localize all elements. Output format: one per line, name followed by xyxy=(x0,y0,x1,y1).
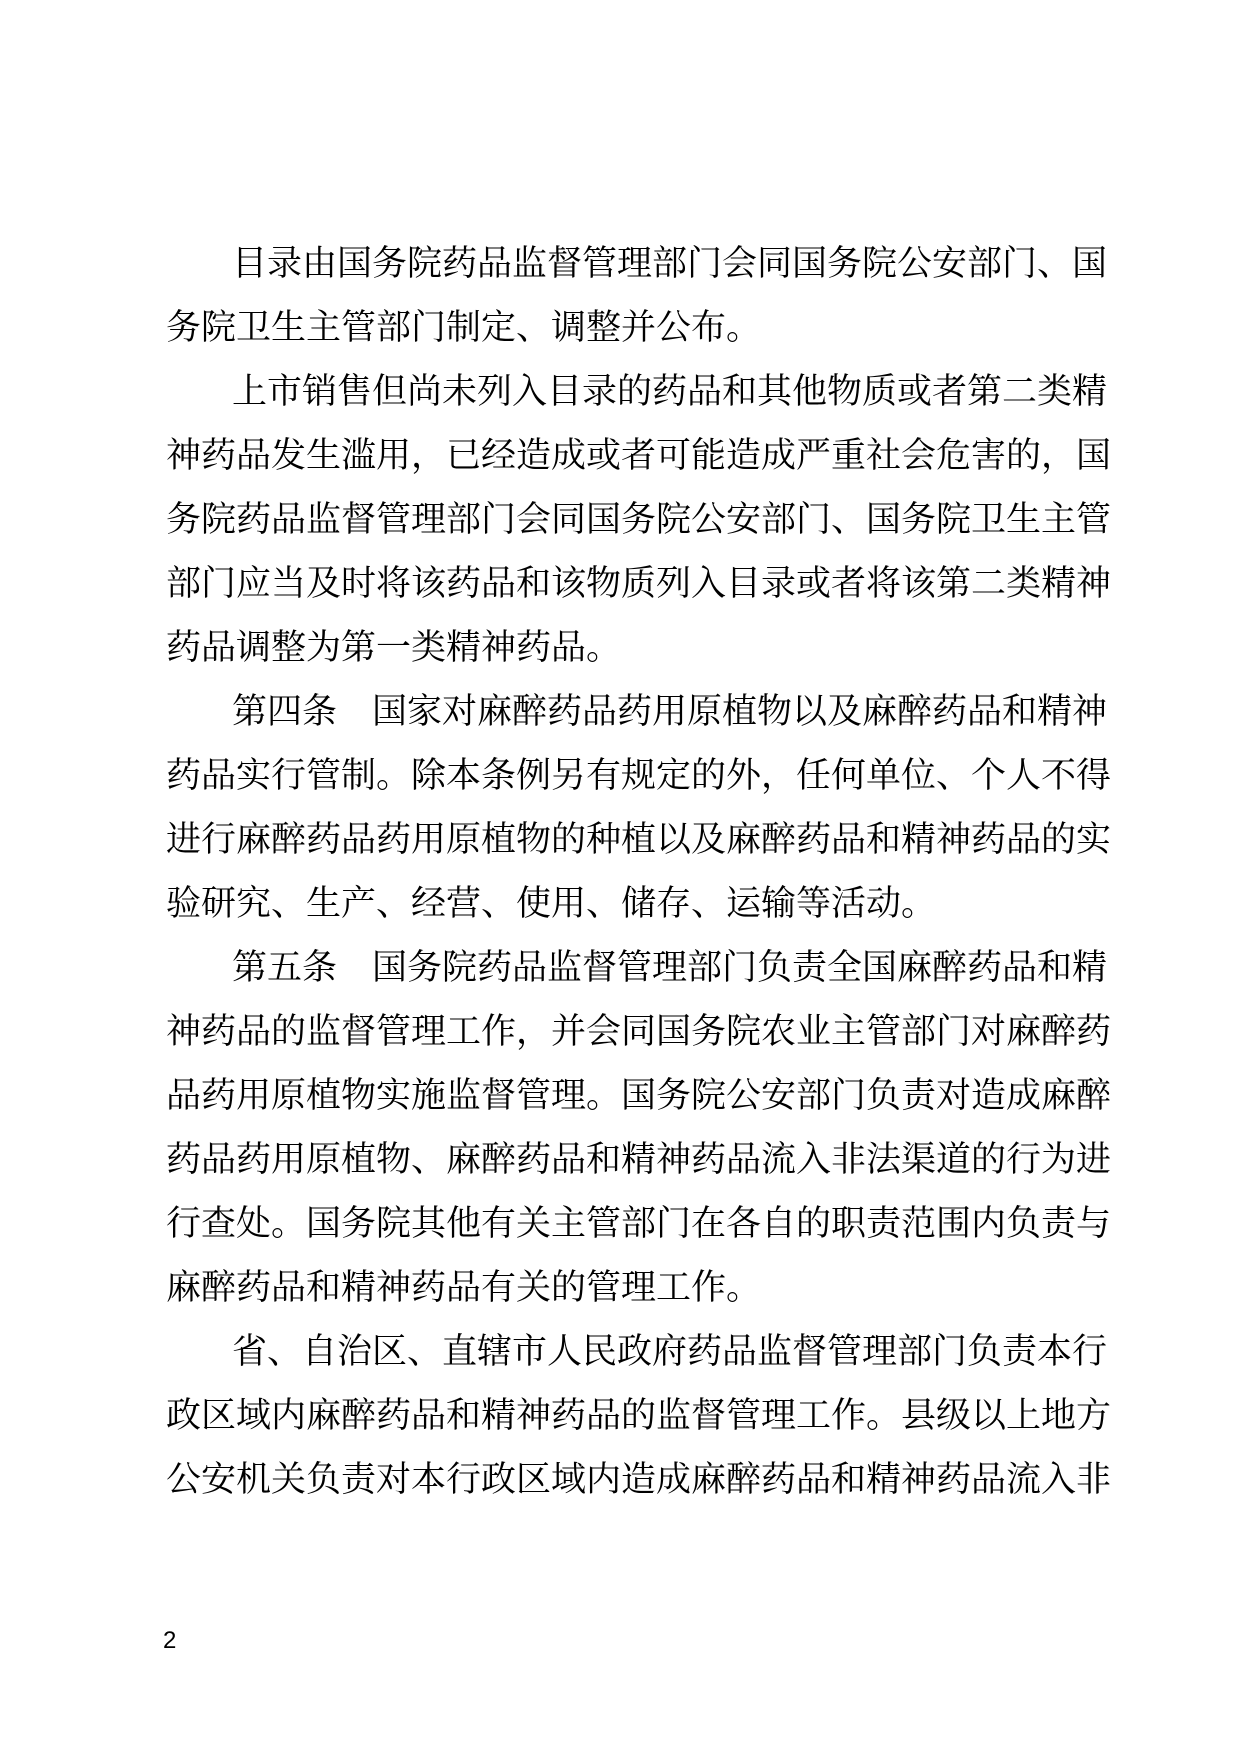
paragraph-abuse-listing xyxy=(166,360,1112,680)
paragraph-line: 药品实行管制。除本条例另有规定的外，任何单位、个人不得 xyxy=(166,756,1112,796)
paragraph-provincial-duties xyxy=(166,1320,1112,1512)
paragraph-article-5 xyxy=(166,936,1112,1320)
paragraph-line: 省、自治区、直辖市人民政府药品监督管理部门负责本行 xyxy=(232,1332,1108,1372)
paragraph-line: 验研究、生产、经营、使用、储存、运输等活动。 xyxy=(166,884,937,924)
paragraph-line: 神药品发生滥用，已经造成或者可能造成严重社会危害的，国 xyxy=(166,436,1112,476)
paragraph-line: 药品药用原植物、麻醉药品和精神药品流入非法渠道的行为进 xyxy=(166,1140,1112,1180)
paragraph-line: 公安机关负责对本行政区域内造成麻醉药品和精神药品流入非 xyxy=(166,1460,1112,1500)
paragraph-line: 部门应当及时将该药品和该物质列入目录或者将该第二类精神 xyxy=(166,564,1112,604)
paragraph-line: 第五条 国务院药品监督管理部门负责全国麻醉药品和精 xyxy=(232,948,1108,988)
document-body xyxy=(166,232,1112,1512)
paragraph-line: 第四条 国家对麻醉药品药用原植物以及麻醉药品和精神 xyxy=(232,692,1108,732)
paragraph-line: 麻醉药品和精神药品有关的管理工作。 xyxy=(166,1268,762,1308)
paragraph-line: 神药品的监督管理工作，并会同国务院农业主管部门对麻醉药 xyxy=(166,1012,1112,1052)
paragraph-article-4 xyxy=(166,680,1112,936)
paragraph-line: 上市销售但尚未列入目录的药品和其他物质或者第二类精 xyxy=(232,372,1108,412)
page-number: 2 xyxy=(163,1627,177,1654)
paragraph-line: 政区域内麻醉药品和精神药品的监督管理工作。县级以上地方 xyxy=(166,1396,1112,1436)
paragraph-line: 进行麻醉药品药用原植物的种植以及麻醉药品和精神药品的实 xyxy=(166,820,1112,860)
paragraph-line: 务院药品监督管理部门会同国务院公安部门、国务院卫生主管 xyxy=(166,500,1112,540)
paragraph-catalog-publication xyxy=(166,232,1108,360)
paragraph-line: 品药用原植物实施监督管理。国务院公安部门负责对造成麻醉 xyxy=(166,1076,1112,1116)
paragraph-line: 务院卫生主管部门制定、调整并公布。 xyxy=(166,308,762,348)
paragraph-line: 行查处。国务院其他有关主管部门在各自的职责范围内负责与 xyxy=(166,1204,1112,1244)
paragraph-line: 目录由国务院药品监督管理部门会同国务院公安部门、国 xyxy=(232,244,1108,284)
paragraph-line: 药品调整为第一类精神药品。 xyxy=(166,628,622,668)
